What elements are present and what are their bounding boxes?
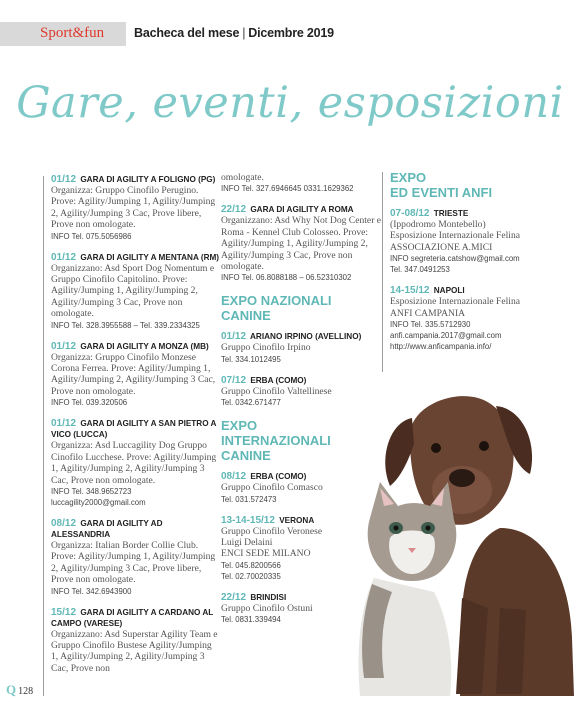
section-heading-expo-internazionali: EXPO INTERNAZIONALI CANINE — [221, 418, 331, 464]
event-entry — [221, 204, 391, 283]
page-title: Gare, eventi, esposizioni — [16, 78, 564, 128]
event-email[interactable]: INFO segreteria.catshow@gmail.com — [390, 254, 520, 264]
event-contact: Tel. 045.8200566 — [221, 560, 281, 570]
event-date: 13-14-15/12 — [221, 514, 275, 526]
event-description: omologate. — [221, 172, 264, 183]
event-contact: Tel. 031.572473 — [221, 494, 277, 504]
event-entry — [51, 252, 221, 331]
column-rule — [43, 176, 44, 696]
event-date: 22/12 — [221, 204, 247, 216]
event-organizer: Gruppo Cinofilo Ostuni — [221, 602, 313, 614]
event-contact: INFO Tel. 348.9652723 — [51, 486, 132, 496]
event-title: GARA DI AGILITY A MENTANA (RM) — [80, 252, 220, 262]
magazine-logo: Q — [6, 682, 17, 697]
event-contact: Tel. 0342.671477 — [221, 398, 281, 408]
event-entry — [51, 607, 221, 675]
crumb-date: Dicembre 2019 — [248, 26, 334, 40]
event-entry — [51, 174, 221, 242]
event-website-link[interactable]: http://www.anficampania.info/ — [390, 342, 492, 352]
event-contact: INFO Tel. 327.6946645 0331.1629362 — [221, 184, 354, 194]
event-description: Organizzano: Asd Why Not Dog Center e Roma - Kennel Club Colosseo. Prove: Agility/Jumping 1, Agility/Jumping 2, Agility/Jumping 3 Cac, Prove non omologate. — [221, 215, 382, 273]
crumb-separator: | — [242, 26, 246, 40]
event-judge: Luigi Delaini — [221, 537, 273, 549]
event-title: ARIANO IRPINO (AVELLINO) — [250, 332, 362, 342]
event-organizer: Gruppo Cinofilo Valtellinese — [221, 385, 332, 397]
event-title: GARA DI AGILITY A MONZA (MB) — [80, 341, 209, 351]
event-date: 08/12 — [51, 517, 77, 529]
section-tab — [0, 22, 126, 46]
dog-and-cat-photo — [350, 378, 580, 698]
event-organizer: Gruppo Cinofilo Veronese — [221, 525, 323, 537]
event-contact: INFO Tel. 039.320506 — [51, 398, 128, 408]
event-description: Organizza: Gruppo Cinofilo Monzese Corona Ferrea. Prove: Agility/Jumping 1, Agility/Jumping 2, Agility/Jumping 3 Cac, Prove non omologate. — [51, 351, 216, 397]
event-title: NAPOLI — [433, 286, 465, 296]
event-contact: Tel. 347.0491253 — [390, 265, 450, 275]
event-date: 08/12 — [221, 471, 247, 483]
event-contact: INFO Tel. 335.5712930 — [390, 320, 471, 330]
event-title: TRIESTE — [433, 209, 469, 218]
event-contact: INFO Tel. 342.6943900 — [51, 586, 132, 596]
event-organizer: Gruppo Cinofilo Comasco — [221, 482, 323, 494]
event-contact: Tel. 334.1012495 — [221, 354, 281, 364]
event-date: 01/12 — [51, 418, 77, 430]
page-header — [0, 22, 580, 46]
event-date: 01/12 — [221, 331, 247, 343]
event-venue: (Ippodromo Montebello) — [390, 219, 486, 230]
agility-column — [51, 174, 221, 684]
expo-entry — [390, 285, 560, 352]
event-title: GARA DI AGILITY AD ALESSANDRIA — [51, 518, 163, 539]
event-description: Organizzano: Asd Superstar Agility Team e Gruppo Cinofilo Bustese Agility/Jumping 1, Agility/Jumping 2, Agility/Jumping 3 Cac, Prove non — [51, 628, 218, 674]
event-contact: INFO Tel. 328.3955588 – Tel. 339.2334325 — [51, 320, 200, 330]
event-title: ERBA (COMO) — [250, 472, 307, 482]
expo-anfi-column — [390, 170, 560, 362]
expo-entry — [390, 208, 560, 275]
event-contact: Tel. 02.70020335 — [221, 571, 281, 581]
event-date: 07/12 — [221, 374, 247, 386]
event-date: 01/12 — [51, 251, 77, 263]
event-title: GARA DI AGILITY A FOLIGNO (PG) — [80, 175, 216, 184]
event-description: Organizzano: Asd Sport Dog Nomentum e Gruppo Cinofilo Capitolino. Prove: Agility/Jumping 1, Agility/Jumping 2, Agility/Jumping 3 Cac, Prove non omologate. — [51, 262, 215, 320]
event-title: ERBA (COMO) — [250, 375, 307, 385]
page-footer — [6, 682, 33, 698]
crumb-main: Bacheca del mese — [134, 26, 240, 40]
expo-entry — [221, 331, 391, 364]
event-title: BRINDISI — [250, 592, 287, 602]
event-date: 14-15/12 — [390, 285, 430, 297]
event-description: Organizza: Asd Luccagility Dog Gruppo Cinofilo Lucchese. Prove: Agility/Jumping 1, Agility/Jumping 2, Agility/Jumping 3 Cac, Prove non omologate. — [51, 440, 217, 486]
event-entry — [51, 518, 221, 597]
event-contact: INFO Tel. 06.8088188 – 06.52310302 — [221, 273, 352, 283]
section-name: Sport&fun — [40, 25, 105, 41]
event-date: 01/12 — [51, 340, 77, 352]
breadcrumb — [134, 26, 334, 40]
page-number: 128 — [18, 686, 34, 697]
event-description: Organizza: Italian Border Collie Club. Prove: Agility/Jumping 1, Agility/Jumping 2, Agility/Jumping 3 Cac, Prove libere, Prove non omologate. — [51, 539, 216, 586]
event-date: 22/12 — [221, 591, 247, 603]
event-title: VERONA — [279, 515, 315, 525]
event-title: GARA DI AGILITY A CARDANO AL CAMPO (VARESE) — [51, 607, 214, 628]
event-description: Organizza: Gruppo Cinofilo Perugino. Prove: Agility/Jumping 1, Agility/Jumping 2, Agility/Jumping 3 Cac, Prove libere, Prove non omologate. — [51, 185, 216, 231]
event-description: Esposizione Internazionale Felina — [390, 296, 521, 308]
event-description: Esposizione Internazionale Felina — [390, 230, 521, 242]
event-contact: Tel. 0831.339494 — [221, 615, 281, 625]
event-entry — [51, 341, 221, 409]
event-entry — [51, 418, 221, 508]
event-contact: INFO Tel. 075.5056986 — [51, 231, 132, 241]
event-organizer: Gruppo Cinofilo Irpino — [221, 342, 311, 354]
section-heading-expo-nazionali: EXPO NAZIONALI CANINE — [221, 293, 332, 324]
event-date: 01/12 — [51, 174, 77, 185]
event-date: 15/12 — [51, 606, 77, 618]
event-organizer: ANFI CAMPANIA — [390, 307, 466, 319]
event-office: ENCI SEDE MILANO — [221, 548, 311, 560]
event-date: 07-08/12 — [390, 208, 430, 219]
event-title: GARA DI AGILITY A ROMA — [250, 205, 354, 215]
event-email[interactable]: luccagility2000@gmail.com — [51, 497, 146, 507]
event-entry-continued — [221, 172, 391, 194]
section-heading-expo-anfi: EXPO ED EVENTI ANFI — [390, 170, 493, 200]
event-title: GARA DI AGILITY A SAN PIETRO A VICO (LUCCA) — [51, 419, 217, 440]
event-organizer: ASSOCIAZIONE A.MICI — [390, 241, 493, 253]
event-email[interactable]: anfi.campania.2017@gmail.com — [390, 331, 502, 341]
